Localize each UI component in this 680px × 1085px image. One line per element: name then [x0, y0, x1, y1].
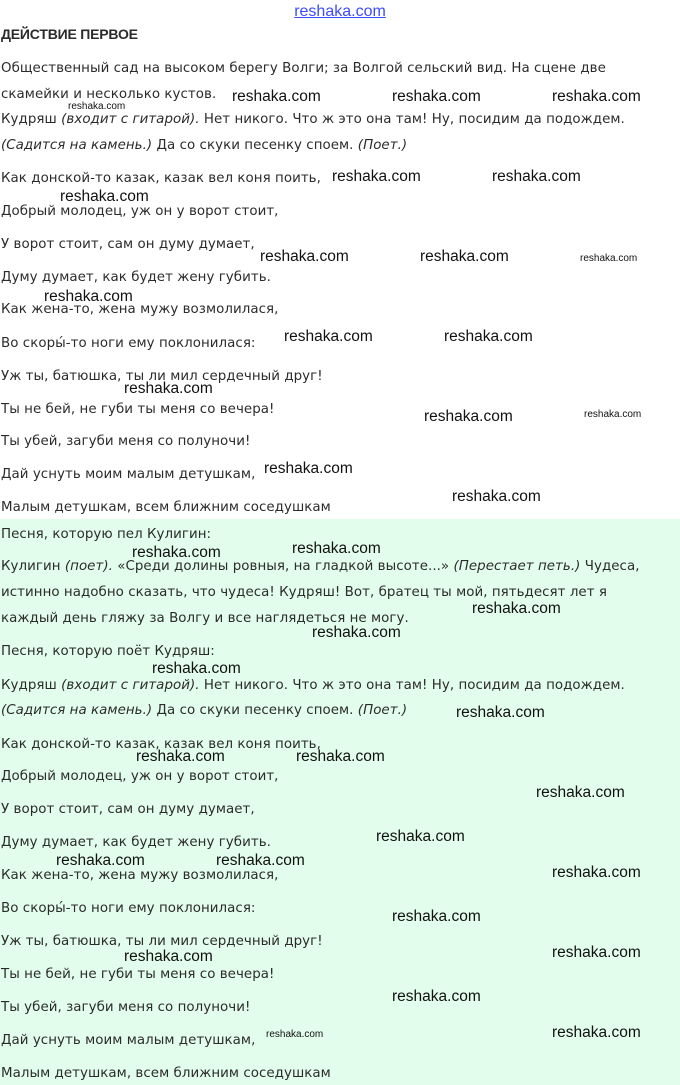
watermark-text: reshaka.com [216, 852, 305, 869]
watermark-text: reshaka.com [552, 1024, 641, 1041]
kuligin-speech-line-3: каждый день гляжу за Волгу и все наглядеться не могу. [1, 611, 409, 626]
watermark-text: reshaka.com [136, 748, 225, 765]
stage-direction: (Перестает петь.) [453, 559, 581, 574]
site-title-link[interactable]: reshaka.com [294, 3, 386, 20]
watermark-text: reshaka.com [376, 828, 465, 845]
stage-direction: (Садится на камень.) [1, 138, 153, 153]
watermark-text: reshaka.com [536, 784, 625, 801]
song-line: Дай уснуть моим малым детушкам, [1, 1033, 256, 1048]
intro-line-1: Общественный сад на высоком берегу Волги; за Волгой сельский вид. На сцене две [1, 61, 606, 76]
kuligin-speech-line-2: истинно надобно сказать, что чудеса! Кудряш! Вот, братец ты мой, пятьдесят лет я [1, 585, 607, 600]
speech-text: Да со скуки песенку споем. [152, 138, 358, 153]
speaker-name: Кулигин [1, 559, 61, 574]
song-line: Как донской-то казак, казак вел коня поить, [1, 171, 321, 186]
watermark-text: reshaka.com [56, 852, 145, 869]
song-line: У ворот стоит, сам он думу думает, [1, 802, 255, 817]
watermark-text: reshaka.com [444, 328, 533, 345]
watermark-text: reshaka.com [124, 380, 213, 397]
kudryash-caption: Песня, которую поёт Кудряш: [1, 644, 215, 659]
watermark-text: reshaka.com [580, 253, 638, 264]
watermark-text: reshaka.com [452, 488, 541, 505]
stage-direction: (входит с гитарой). [61, 112, 200, 127]
watermark-text: reshaka.com [392, 88, 481, 105]
watermark-text: reshaka.com [232, 88, 321, 105]
stage-direction: (поет). [64, 559, 113, 574]
song-line: Во скоры́-то ноги ему поклонилася: [1, 336, 256, 351]
song-line: Малым детушкам, всем ближним соседушкам [1, 1066, 331, 1081]
speaker-name: Кудряш [1, 678, 57, 693]
stage-direction: (Поет.) [357, 138, 408, 153]
song-line: Малым детушкам, всем ближним соседушкам [1, 500, 331, 515]
speaker-name: Кудряш [1, 112, 57, 127]
watermark-text: reshaka.com [332, 168, 421, 185]
kuligin-speech-line-1 [1, 558, 640, 576]
act-heading: ДЕЙСТВИЕ ПЕРВОЕ [1, 26, 138, 42]
watermark-text: reshaka.com [492, 168, 581, 185]
stage-direction: (Поет.) [357, 703, 408, 718]
watermark-text: reshaka.com [284, 328, 373, 345]
song-line: Уж ты, батюшка, ты ли мил сердечный друг! [1, 369, 323, 384]
song-line: Ты не бей, не губи ты меня со вечера! [1, 967, 275, 982]
song-line: Уж ты, батюшка, ты ли мил сердечный друг! [1, 934, 323, 949]
song-line: Ты убей, загуби меня со полуночи! [1, 1000, 251, 1015]
watermark-text: reshaka.com [552, 88, 641, 105]
watermark-text: reshaka.com [152, 660, 241, 677]
watermark-text: reshaka.com [584, 409, 642, 420]
site-header [0, 0, 680, 24]
watermark-text: reshaka.com [296, 748, 385, 765]
watermark-text: reshaka.com [44, 288, 133, 305]
song-line: Как жена-то, жена мужу возмолилася, [1, 868, 279, 883]
watermark-text: reshaka.com [132, 544, 221, 561]
song-line: Как донской-то казак, казак вел коня поить, [1, 737, 321, 752]
watermark-text: reshaka.com [266, 1029, 324, 1040]
song-line: Во скоры́-то ноги ему поклонилася: [1, 901, 256, 916]
intro-line-2: скамейки и несколько кустов. [1, 87, 217, 102]
watermark-text: reshaka.com [552, 864, 641, 881]
watermark-text: reshaka.com [68, 101, 126, 112]
song-line: У ворот стоит, сам он думу думает, [1, 237, 255, 252]
watermark-text: reshaka.com [552, 944, 641, 961]
song-line: Ты убей, загуби меня со полуночи! [1, 434, 251, 449]
watermark-text: reshaka.com [472, 600, 561, 617]
song-line: Дай уснуть моим малым детушкам, [1, 467, 256, 482]
watermark-text: reshaka.com [392, 988, 481, 1005]
song-line: Ты не бей, не губи ты меня со вечера! [1, 402, 275, 417]
watermark-text: reshaka.com [264, 460, 353, 477]
speech-line-2 [1, 137, 407, 155]
watermark-text: reshaka.com [124, 948, 213, 965]
speech-line [1, 677, 625, 695]
watermark-text: reshaka.com [456, 704, 545, 721]
watermark-text: reshaka.com [312, 624, 401, 641]
speech-text: Чудеса, [580, 559, 640, 574]
speech-text: Нет никого. Что ж это она там! Ну, посидим да подождем. [199, 112, 625, 127]
stage-direction: (Садится на камень.) [1, 703, 153, 718]
speech-text: Нет никого. Что ж это она там! Ну, посидим да подождем. [199, 678, 625, 693]
stage-direction: (входит с гитарой). [61, 678, 200, 693]
song-line: Думу думает, как будет жену губить. [1, 835, 271, 850]
song-line: Как жена-то, жена мужу возмолилася, [1, 302, 279, 317]
watermark-text: reshaka.com [260, 248, 349, 265]
speech-line-2 [1, 702, 407, 720]
watermark-text: reshaka.com [292, 540, 381, 557]
watermark-text: reshaka.com [60, 188, 149, 205]
song-quote: «Среди долины ровныя, на гладкой высоте...» [112, 559, 454, 574]
song-line: Думу думает, как будет жену губить. [1, 270, 271, 285]
speech-line [1, 111, 625, 129]
watermark-text: reshaka.com [424, 408, 513, 425]
song-line: Добрый молодец, уж он у ворот стоит, [1, 204, 279, 219]
watermark-text: reshaka.com [392, 908, 481, 925]
song-line: Добрый молодец, уж он у ворот стоит, [1, 769, 279, 784]
kuligin-caption: Песня, которую пел Кулигин: [1, 527, 212, 542]
watermark-text: reshaka.com [420, 248, 509, 265]
speech-text: Да со скуки песенку споем. [152, 703, 358, 718]
